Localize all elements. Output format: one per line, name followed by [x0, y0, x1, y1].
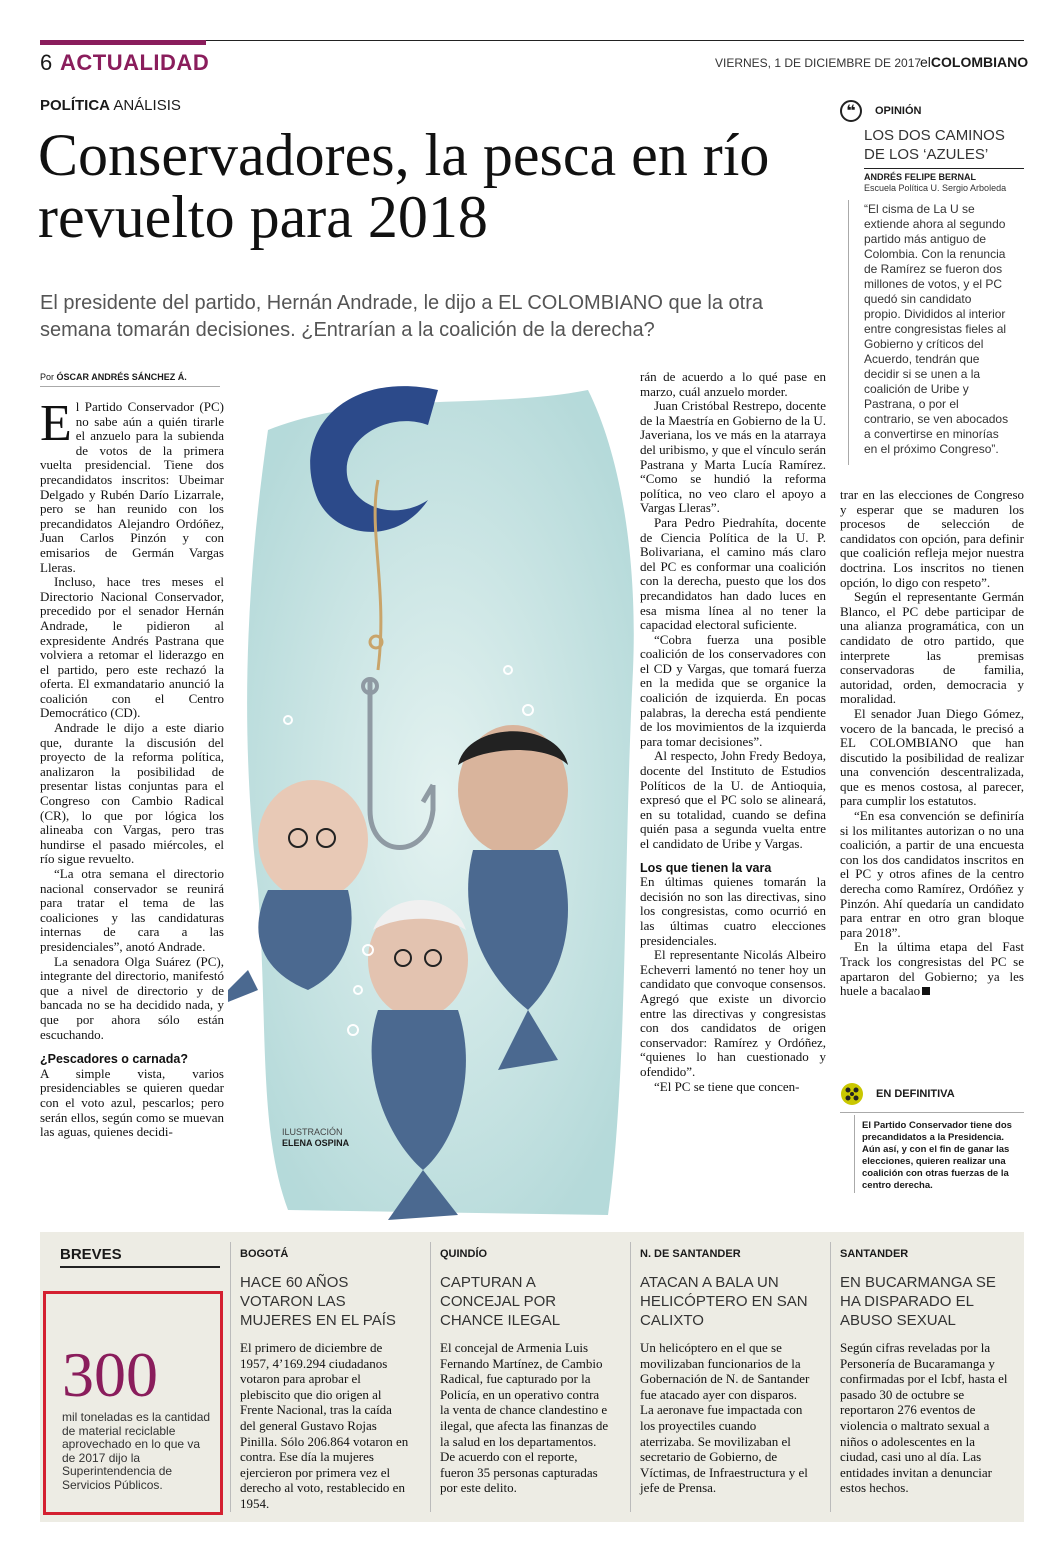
end-of-article-mark — [922, 987, 930, 995]
brief-title: HACE 60 AÑOS VOTARON LAS MUJERES EN EL PAÍS — [240, 1274, 396, 1329]
paragraph: El Partido Conservador (PC) no sabe aún a quién tirarle el anzuelo para la subienda de votos de la primera vuelta presidencial. Tiene dos precandidatos inscritos: Ubeimar Delgado y Rubén Darío Lizarrale, pero se han reunido con los precandidatos Alejandro Ordóñez, Juan Carlos Pinzón y con emisarios de Germán Vargas Lleras. — [40, 395, 224, 575]
brief-divider — [630, 1242, 631, 1512]
page-number: 6 — [40, 50, 53, 75]
subheading: Los que tienen la vara — [640, 860, 772, 875]
paragraph: trar en las elecciones de Congreso y esperar que se maduren los procesos de selección de candidatos con opción, para definir que coalición refleja mejor nuestra doctrina. Los inscritos no tienen opción, lo digo con respeto”. — [840, 487, 1024, 590]
summary-label: EN DEFINITIVA — [876, 1088, 955, 1100]
paragraph: “Cobra fuerza una posible coalición de los conservadores con el CD y Vargas, que tomará fuerza en la medida que se organice la coalición de izquierda. En pocas palabras, la derecha está pendiente de los movimientos de la izquierda para tomar decisiones”. — [640, 631, 826, 749]
drop-cap: E — [40, 395, 72, 452]
brief-title: EN BUCARMANGA SE HA DISPARADO EL ABUSO SEXUAL — [840, 1274, 996, 1329]
brief-body: El primero de diciembre de 1957, 4’169.294 ciudadanos votaron para aprobar el plebiscito que dio origen al Frente Nacional, tras la caída del general Gustavo Rojas Pinilla. Sólo 206.864 votaron en contra. Ese día la mujeres ejercieron por primera vez el derecho al voto, restablecido en 1954. — [240, 1340, 409, 1511]
brief-item-bogota — [240, 1248, 410, 1512]
logo-name: COLOMBIANO — [930, 54, 1029, 70]
article-column-1 — [40, 395, 224, 1140]
brief-item-santander — [840, 1248, 1016, 1496]
section-title: ACTUALIDAD — [60, 50, 210, 75]
brief-body: Según cifras reveladas por la Personería de Bucaramanga y confirmadas por el Icbf, hasta el pasado 30 de octubre se reportaron 276 eventos de violencia o maltrato sexual a niños o adolescentes en la ciudad, casi uno al día. Las entidades invitan a denunciar estos hechos. — [840, 1340, 1008, 1496]
opinion-affiliation: Escuela Política U. Sergio Arboleda — [864, 183, 1007, 193]
byline-rule — [40, 386, 220, 387]
paragraph: En la última etapa del Fast Track los congresistas del PC se apartaron del Gobierno; ya les huele a bacalao — [840, 939, 1024, 999]
brief-region: N. DE SANTANDER — [640, 1248, 741, 1260]
summary-vertical-rule — [854, 1115, 855, 1193]
brief-body: Un helicóptero en el que se movilizaban funcionarios de la Gobernación de N. de Santander fue atacado ayer con disparos. La aeronave fue impactada con los proyectiles cuando aterrizaba. Se movilizaban el secretario de Gobierno, de Víctimas, de Infraestructura y el jefe de Prensa. — [640, 1340, 810, 1496]
brief-item-norte-santander — [640, 1248, 810, 1496]
brief-region: BOGOTÁ — [240, 1248, 289, 1260]
article-column-3 — [840, 488, 1024, 999]
byline — [40, 372, 187, 382]
section-color-bar — [40, 40, 206, 45]
summary-icon — [840, 1082, 864, 1106]
issue-date: VIERNES, 1 DE DICIEMBRE DE 2017 — [715, 56, 922, 70]
opinion-title: LOS DOS CAMINOS DE LOS ‘AZULES’ — [864, 127, 1005, 163]
paragraph: Incluso, hace tres meses el Directorio Nacional Conservador, precedido por el senador Hernán Andrade, le pidieron al expresidente Andrés Pastrana que volviera a retomar el liderazgo en el partido, pero este rechazó la oferta. El exmandatario anunció la coalición con el Centro Democrático (CD). — [40, 574, 224, 721]
article-column-2 — [640, 370, 826, 1094]
credit-label: ILUSTRACIÓN — [282, 1127, 343, 1137]
byline-author: ÓSCAR ANDRÉS SÁNCHEZ Á. — [56, 372, 187, 382]
paragraph: Al respecto, John Fredy Bedoya, docente del Instituto de Estudios Políticos de la U. de Antioquia, expresó que el PC solo se alineará, en su totalidad, cuando se defina quién pasa a segunda vuelta entre el candidato de Uribe y Vargas. — [640, 748, 826, 851]
summary-text: El Partido Conservador tiene dos precandidatos a la Presidencia. Aún así, y con el fin de ganar las elecciones, quieren realizar una coalición con otras fuerzas de la centro derecha. — [862, 1120, 1012, 1191]
paragraph: A simple vista, varios presidenciables se quieren quedar con el voto azul, pescarlos; pero serán ellos, según como se muevan las aguas, quienes decidi- — [40, 1065, 224, 1140]
paragraph: En últimas quienes tomarán la decisión no son las directivas, sino los congresistas, como ocurrió en las últimas cuatro elecciones presidenciales. — [640, 874, 826, 948]
kicker-section: POLÍTICA — [40, 97, 110, 114]
brief-region: SANTANDER — [840, 1248, 909, 1260]
paragraph: “La otra semana el directorio nacional conservador se reunirá para tratar el tema de las coaliciones y las candidaturas internas de cara a las presidenciales”, anotó Andrade. — [40, 866, 224, 954]
quote-icon: ❝ — [840, 100, 862, 122]
credit-author: ELENA OSPINA — [282, 1138, 350, 1148]
byline-prefix: Por — [40, 372, 55, 382]
breves-label: BREVES — [60, 1246, 122, 1263]
paragraph: Juan Cristóbal Restrepo, docente de la Maestría en Gobierno de la U. Javeriana, los ve más en la atarraya del uribismo, y que el vínculo serán Pastrana y Marta Lucía Ramírez. “Como se hundió la reforma política, no veo claro el apoyo a Vargas Lleras”. — [640, 398, 826, 516]
paragraph: Andrade le dijo a este diario que, durante la discusión del proyecto de la reforma política, analizaron la posibilidad de presentar listas conjuntas para el Congreso con Cambio Radical (CR), lo que por lógica los alineaba con Vargas, pero tras hundirse el pasado miércoles, el río sigue revuelto. — [40, 720, 224, 867]
brief-divider — [830, 1242, 831, 1512]
paragraph: El representante Nicolás Albeiro Echeverri lamentó no tener hoy un candidato que convoque consensos. Agregó que existe un divorcio entre las directivas y congresistas con dos candidatos de origen conservador: Ramírez y Ordóñez, “quienes lo han cuestionado y ofendido”. — [640, 947, 826, 1079]
brief-body: El concejal de Armenia Luis Fernando Martínez, de Cambio Radical, fue capturado por la Policía, en un operativo contra la venta de chance clandestino e ilegal, que afecta las finanzas de la salud en los departamentos. De acuerdo con el reporte, fueron 35 personas capturadas por este delito. — [440, 1340, 609, 1496]
brief-divider — [230, 1242, 231, 1512]
brief-title: CAPTURAN A CONCEJAL POR CHANCE ILEGAL — [440, 1274, 561, 1329]
illustration-credit — [282, 1127, 349, 1149]
paragraph: Según el representante Germán Blanco, el PC debe participar de una alianza programática, con un candidato de otro partido, que interprete las premisas conservadoras de familia, autoridad, orden, democracia y moralidad. — [840, 589, 1024, 707]
brief-divider — [430, 1242, 431, 1512]
opinion-label: OPINIÓN — [875, 105, 922, 117]
paragraph: La senadora Olga Suárez (PC), integrante del directorio, manifestó que a nivel de directorio y de bancada no se ha decidido nada, y que por ahora sólo están escuchando. — [40, 953, 224, 1042]
paragraph: Para Pedro Piedrahíta, docente de Ciencia Política de la U. P. Bolivariana, el camino más claro del PC es conformar una coalición con la derecha, puesto que los dos precandidatos han dado luces en esa misma línea al no tener la capacidad electoral suficiente. — [640, 514, 826, 633]
article-subhead: El presidente del partido, Hernán Andrade, le dijo a EL COLOMBIANO que la otra semana tomarán decisiones. ¿Entrarían a la coalición de la derecha? — [40, 292, 763, 341]
fishing-hook-illustration — [228, 370, 638, 1220]
paragraph: “En esa convención se definiría si los militantes autorizan o no una coalición, a partir de una encuesta con los dos candidatos inscritos en el PC y otros afines de la centro derecha como Ramírez, Ordóñez y Pinzón. Ahí quedaría un candidato para entrar en otro gran bloque para 2018”. — [840, 808, 1024, 940]
opinion-author: ANDRÉS FELIPE BERNAL — [864, 172, 977, 182]
paragraph: El senador Juan Diego Gómez, vocero de la bancada, le precisó a EL COLOMBIANO que han discutido la posibilidad de realizar una convención descentralizada, que es menos costosa, al parecer, para cumplir los estatutos. — [840, 705, 1024, 809]
opinion-quote: “El cisma de La U se extiende ahora al segundo partido más antiguo de Colombia. Con la renuncia de Ramírez se fueron dos millones de votos, y el PC quedó sin candidato propio. Divididos al interior entre congresistas fieles al Gobierno y críticos del Acuerdo, tendrán que decidir si se unen a la coalición de Uribe y Pastrana, o por el contrario, se ven abocados a convertirse en minorías en el próximo Congreso”. — [864, 202, 1009, 456]
newspaper-logo — [920, 54, 1028, 70]
stat-description: mil toneladas es la cantidad de material reciclable aprovechado en lo que va de 2017 dijo la Superintendencia de Servicios Públicos. — [62, 1410, 211, 1492]
stat-number: 300 — [62, 1339, 158, 1410]
article-headline: Conservadores, la pesca en río revuelto para 2018 — [38, 122, 770, 250]
summary-rule — [840, 1112, 1024, 1113]
breves-label-rule — [60, 1266, 220, 1268]
article-kicker — [40, 97, 181, 114]
brief-title: ATACAN A BALA UN HELICÓPTERO EN SAN CALIXTO — [640, 1274, 808, 1329]
opinion-vertical-rule — [848, 200, 849, 465]
kicker-type: ANÁLISIS — [113, 97, 181, 114]
brief-item-quindio — [440, 1248, 610, 1496]
subheading: ¿Pescadores o carnada? — [40, 1052, 188, 1067]
paragraph: rán de acuerdo a lo qué pase en marzo, cuál anzuelo morder. — [640, 369, 826, 399]
logo-prefix: el — [920, 54, 931, 70]
brief-region: QUINDÍO — [440, 1248, 488, 1260]
opinion-rule — [864, 168, 1024, 169]
paragraph: “El PC se tiene que concen- — [654, 1078, 800, 1094]
